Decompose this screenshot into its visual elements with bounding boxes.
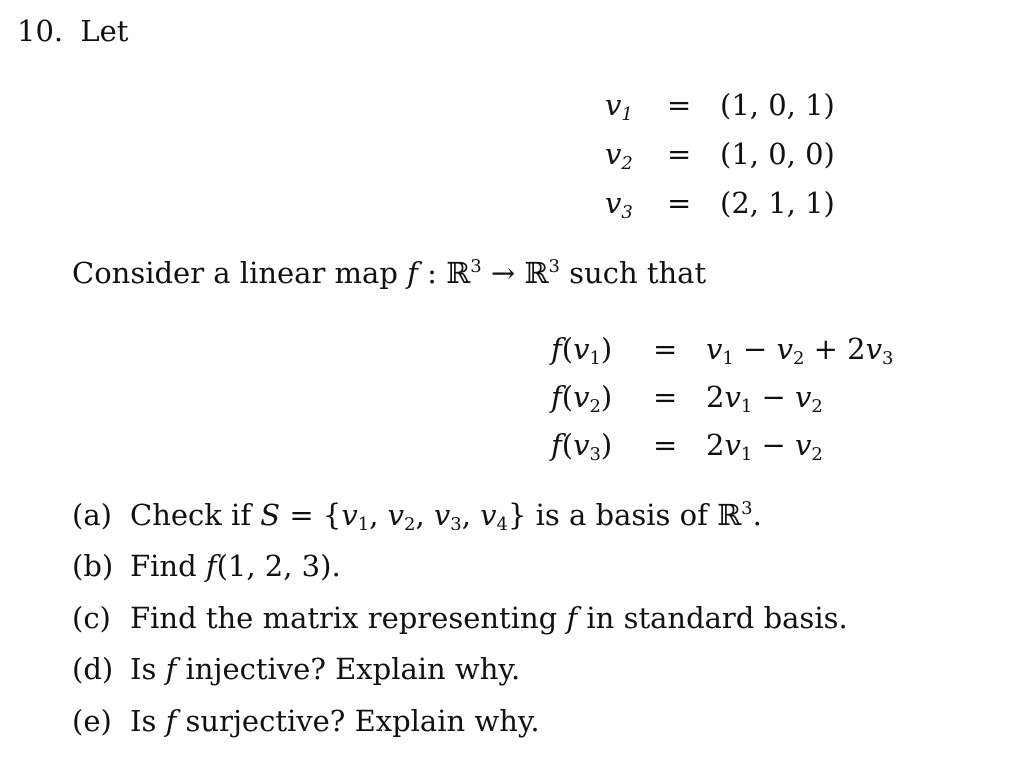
part-label: (c): [72, 601, 111, 635]
part-label: (d): [72, 652, 114, 686]
problem-number: 10.: [17, 14, 64, 48]
problem-header: [17, 14, 128, 48]
equals-sign: =: [667, 137, 692, 171]
part-b: (b) Find f(1, 2, 3).: [72, 549, 341, 583]
vector-value-v3: (2, 1, 1): [720, 186, 835, 220]
equals-sign: =: [653, 380, 678, 414]
vector-name-v3: $v_3$: [605, 186, 633, 224]
map-rhs-3: $2v_1 - v_2$: [706, 428, 823, 466]
map-lhs-1: $f(v_1)$: [551, 332, 613, 370]
part-label: (a): [72, 498, 112, 532]
vector-value-v2: (1, 0, 0): [720, 137, 835, 171]
equals-sign: =: [667, 186, 692, 220]
part-label: (e): [72, 704, 112, 738]
part-a: (a) Check if $S = \{v_1$, $v_2$, $v_3$, $v_4$} is a basis of ℝ$^3$.: [72, 497, 762, 536]
map-rhs-1: $v_1 - v_2 + 2v_3$: [706, 332, 894, 370]
map-rhs-2: $2v_1 - v_2$: [706, 380, 823, 418]
part-c: (c) Find the matrix representing f in standard basis.: [72, 601, 848, 635]
problem-intro: Let: [80, 14, 129, 48]
equals-sign: =: [667, 88, 692, 122]
equals-sign: =: [653, 332, 678, 366]
part-e: (e) Is f surjective? Explain why.: [72, 704, 540, 738]
map-lhs-3: $f(v_3)$: [551, 428, 613, 466]
part-d: (d) Is f injective? Explain why.: [72, 652, 521, 686]
map-lhs-2: $f(v_2)$: [551, 380, 613, 418]
equals-sign: =: [653, 428, 678, 462]
part-label: (b): [72, 549, 114, 583]
vector-value-v1: (1, 0, 1): [720, 88, 835, 122]
vector-name-v2: $v_2$: [605, 137, 633, 175]
vector-name-v1: $v_1$: [605, 88, 633, 126]
consider-sentence: Consider a linear map f : ℝ$^3$ → ℝ$^3$ such that: [72, 255, 707, 290]
